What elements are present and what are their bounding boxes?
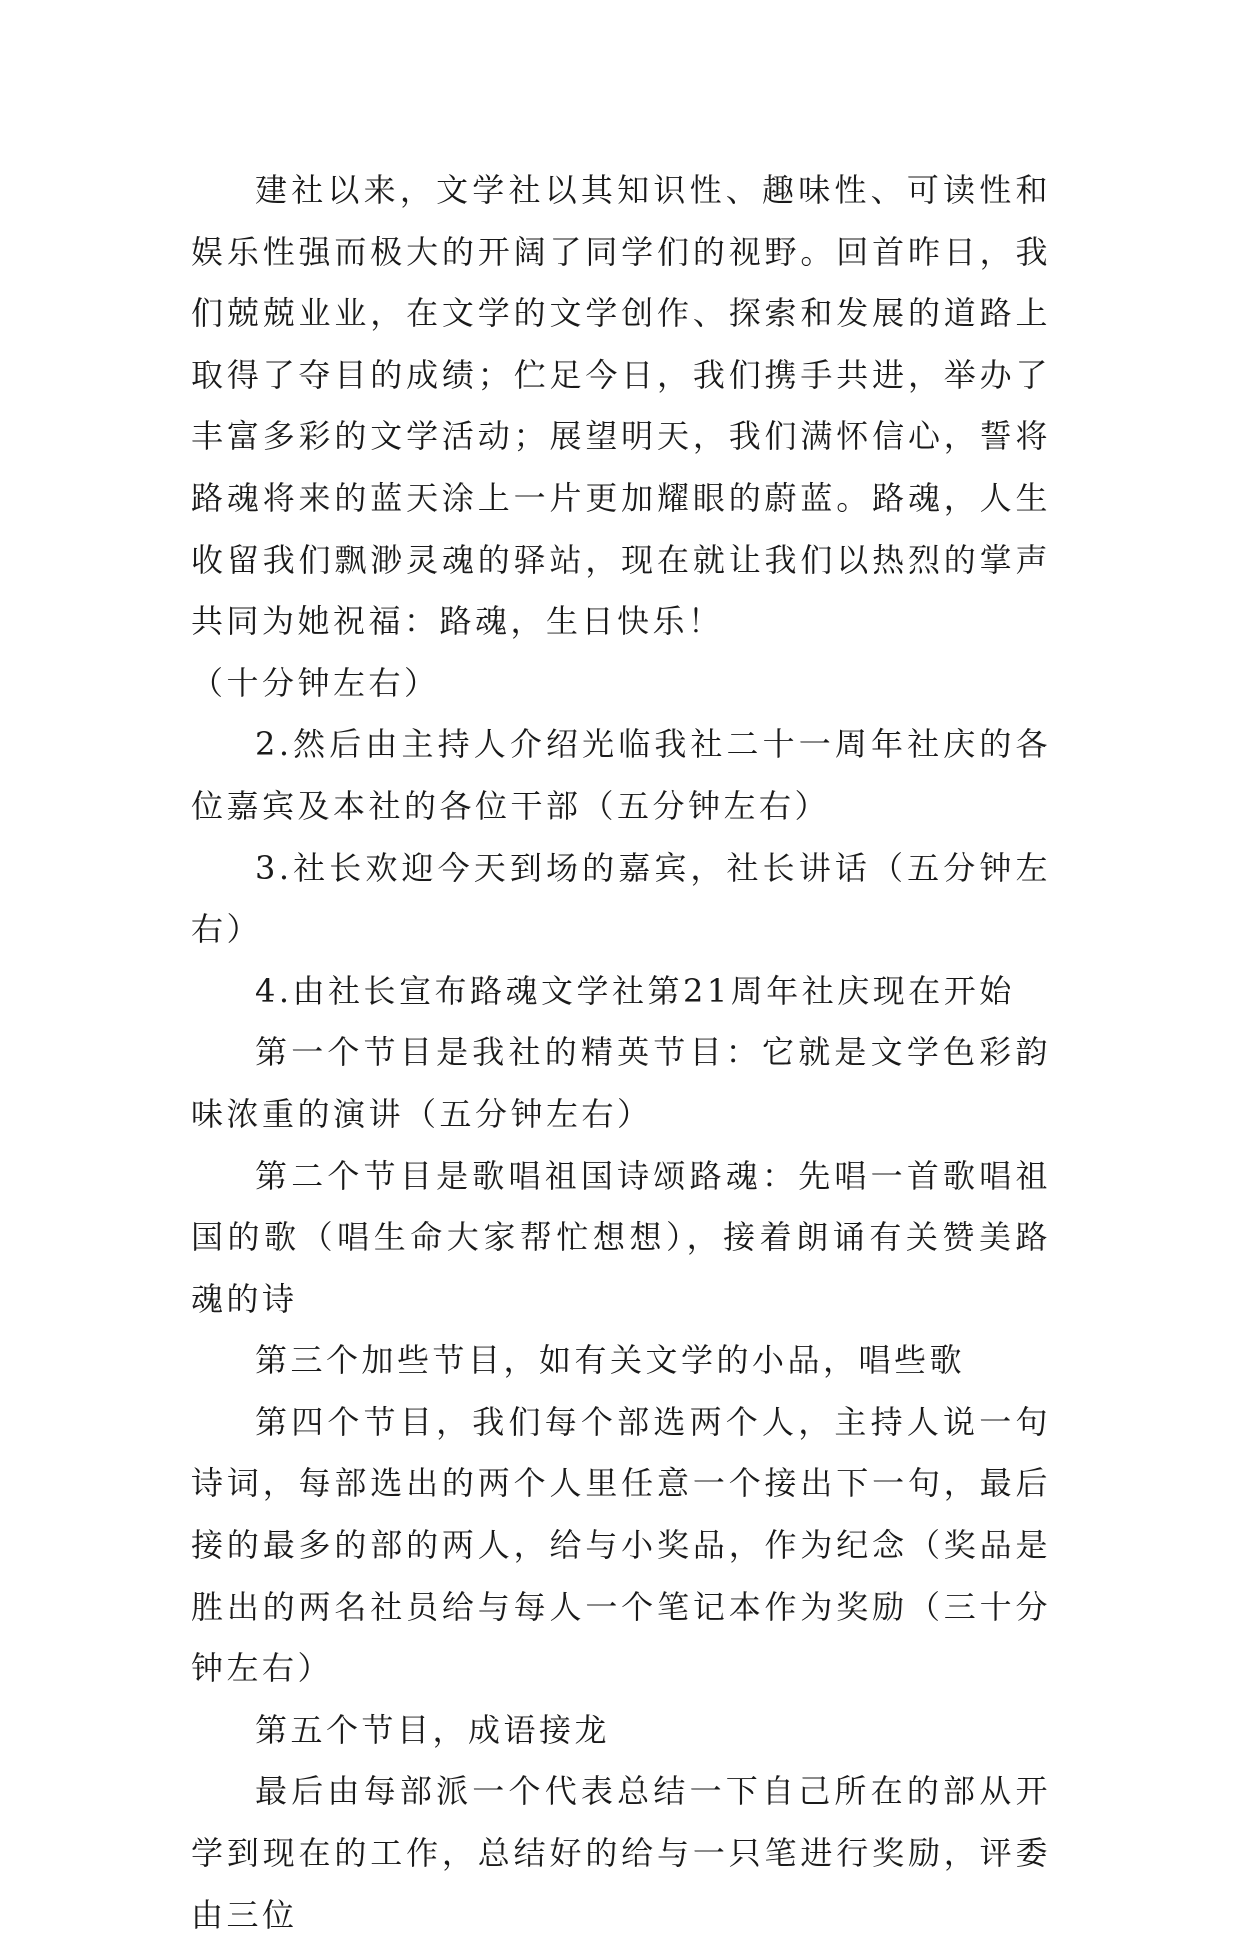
paragraph-step-3: 3.社长欢迎今天到场的嘉宾，社长讲话（五分钟左右） bbox=[191, 848, 1051, 949]
paragraph-duration-note: （十分钟左右） bbox=[191, 663, 440, 702]
paragraph-intro: 建社以来，文学社以其知识性、趣味性、可读性和娱乐性强而极大的开阔了同学们的视野。回首昨日，我们兢兢业业，在文学的文学创作、探索和发展的道路上取得了夺目的成绩；伫足今日，我们携手共进，举办了丰富多彩的文学活动；展望明天，我们满怀信心，誓将路魂将来的蓝天涂上一片更加耀眼的蔚蓝。路魂，人生收留我们飘渺灵魂的驿站，现在就让我们以热烈的掌声共同为她祝福：路魂，生日快乐！ bbox=[191, 171, 1051, 641]
paragraph-summary: 最后由每部派一个代表总结一下自己所在的部从开学到现在的工作，总结好的给与一只笔进行奖励，评委由三位 bbox=[191, 1772, 1051, 1934]
paragraph-step-4: 4.由社长宣布路魂文学社第21周年社庆现在开始 bbox=[255, 971, 1015, 1010]
paragraph-program-3: 第三个加些节目，如有关文学的小品，唱些歌 bbox=[255, 1341, 966, 1380]
paragraph-program-5: 第五个节目，成语接龙 bbox=[255, 1710, 611, 1749]
paragraph-step-2: 2.然后由主持人介绍光临我社二十一周年社庆的各位嘉宾及本社的各位干部（五分钟左右） bbox=[191, 725, 1051, 825]
paragraph-program-1: 第一个节目是我社的精英节目：它就是文学色彩韵味浓重的演讲（五分钟左右） bbox=[191, 1033, 1051, 1133]
paragraph-program-4: 第四个节目，我们每个部选两个人，主持人说一句诗词，每部选出的两个人里任意一个接出下一句，最后接的最多的部的两人，给与小奖品，作为纪念（奖品是胜出的两名社员给与每人一个笔记本作为奖励（三十分钟左右） bbox=[191, 1402, 1051, 1688]
paragraph-program-2: 第二个节目是歌唱祖国诗颂路魂：先唱一首歌唱祖国的歌（唱生命大家帮忙想想），接着朗诵有关赞美路魂的诗 bbox=[191, 1156, 1051, 1318]
document-body bbox=[191, 160, 1051, 1946]
